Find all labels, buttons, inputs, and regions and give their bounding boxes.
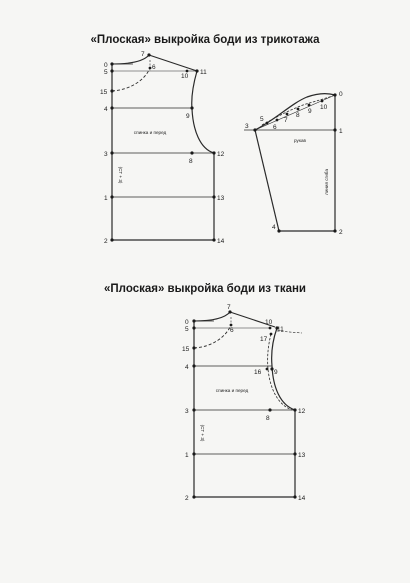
pt-label: 4 xyxy=(185,364,189,371)
pt-label: 2 xyxy=(185,495,189,502)
fabric-bodice-pattern xyxy=(182,304,306,502)
pt-label: 16 xyxy=(254,369,262,376)
shoulder-line xyxy=(149,55,197,71)
pt-label: 4 xyxy=(272,224,276,231)
pt-label: 5 xyxy=(104,69,108,76)
pt-label: 8 xyxy=(189,158,193,165)
pt-label: 13 xyxy=(217,195,225,202)
knit-bodice-pattern xyxy=(100,51,225,245)
pt-label: 8 xyxy=(296,112,300,119)
pt-label: 9 xyxy=(274,369,278,376)
pt-label: 8 xyxy=(266,415,270,422)
pt-label: 7 xyxy=(227,304,231,311)
pt-label: 3 xyxy=(185,408,189,415)
pt-label: 5 xyxy=(185,326,189,333)
pt-label: 15 xyxy=(100,89,108,96)
pt-label: 10 xyxy=(181,73,189,80)
pt-label: 0 xyxy=(104,62,108,69)
armhole-dashed xyxy=(268,334,292,410)
front-neck-dashed xyxy=(112,68,150,91)
front-neck-dashed xyxy=(194,325,231,348)
fold-line-label: линия сгиба xyxy=(324,169,329,195)
pt-label: 10 xyxy=(320,104,328,111)
pt-label: 1 xyxy=(185,452,189,459)
sleeve-side xyxy=(255,130,279,231)
pt-label: 4 xyxy=(104,106,108,113)
pt-label: 1 xyxy=(104,195,108,202)
title-knit: «Плоская» выкройка боди из трикотажа xyxy=(90,34,320,46)
side-measure-label: (СТ + 3) xyxy=(200,424,205,442)
pt-label: 12 xyxy=(298,408,306,415)
pt-label: 14 xyxy=(217,238,225,245)
pt-label: 14 xyxy=(298,495,306,502)
title-fabric: «Плоская» выкройка боди из ткани xyxy=(104,283,306,295)
pt-label: 2 xyxy=(104,238,108,245)
pt-label: 6 xyxy=(230,327,234,334)
pt-label: 7 xyxy=(141,51,145,58)
pt-label: 9 xyxy=(308,108,312,115)
pt-label: 2 xyxy=(339,229,343,236)
pt-label: 10 xyxy=(265,319,273,326)
pt-label: 11 xyxy=(200,69,207,76)
pt-label: 6 xyxy=(273,124,277,131)
pt-label: 6 xyxy=(152,64,156,71)
pt-label: 7 xyxy=(284,117,288,124)
neckline xyxy=(194,312,230,321)
knit-sleeve-pattern xyxy=(244,91,343,236)
pt-label: 3 xyxy=(245,123,249,130)
pt-label: 11 xyxy=(277,326,284,333)
pt-label: 0 xyxy=(339,91,343,98)
pt-label: 17 xyxy=(260,336,268,343)
pt-label: 5 xyxy=(260,116,264,123)
pt-label: 15 xyxy=(182,346,190,353)
pt-label: 1 xyxy=(339,128,343,135)
pt-label: 0 xyxy=(185,319,189,326)
pt-label: 9 xyxy=(186,113,190,120)
body-label: спинка и перед xyxy=(133,130,167,135)
body-label: спинка и перед xyxy=(215,388,249,393)
side-measure-label: (СТ + 3) xyxy=(118,166,123,184)
armhole xyxy=(192,71,214,153)
sleeve-label: рукав xyxy=(294,138,306,143)
pt-label: 12 xyxy=(217,151,225,158)
pt-label: 13 xyxy=(298,452,306,459)
pt-label: 3 xyxy=(104,151,108,158)
